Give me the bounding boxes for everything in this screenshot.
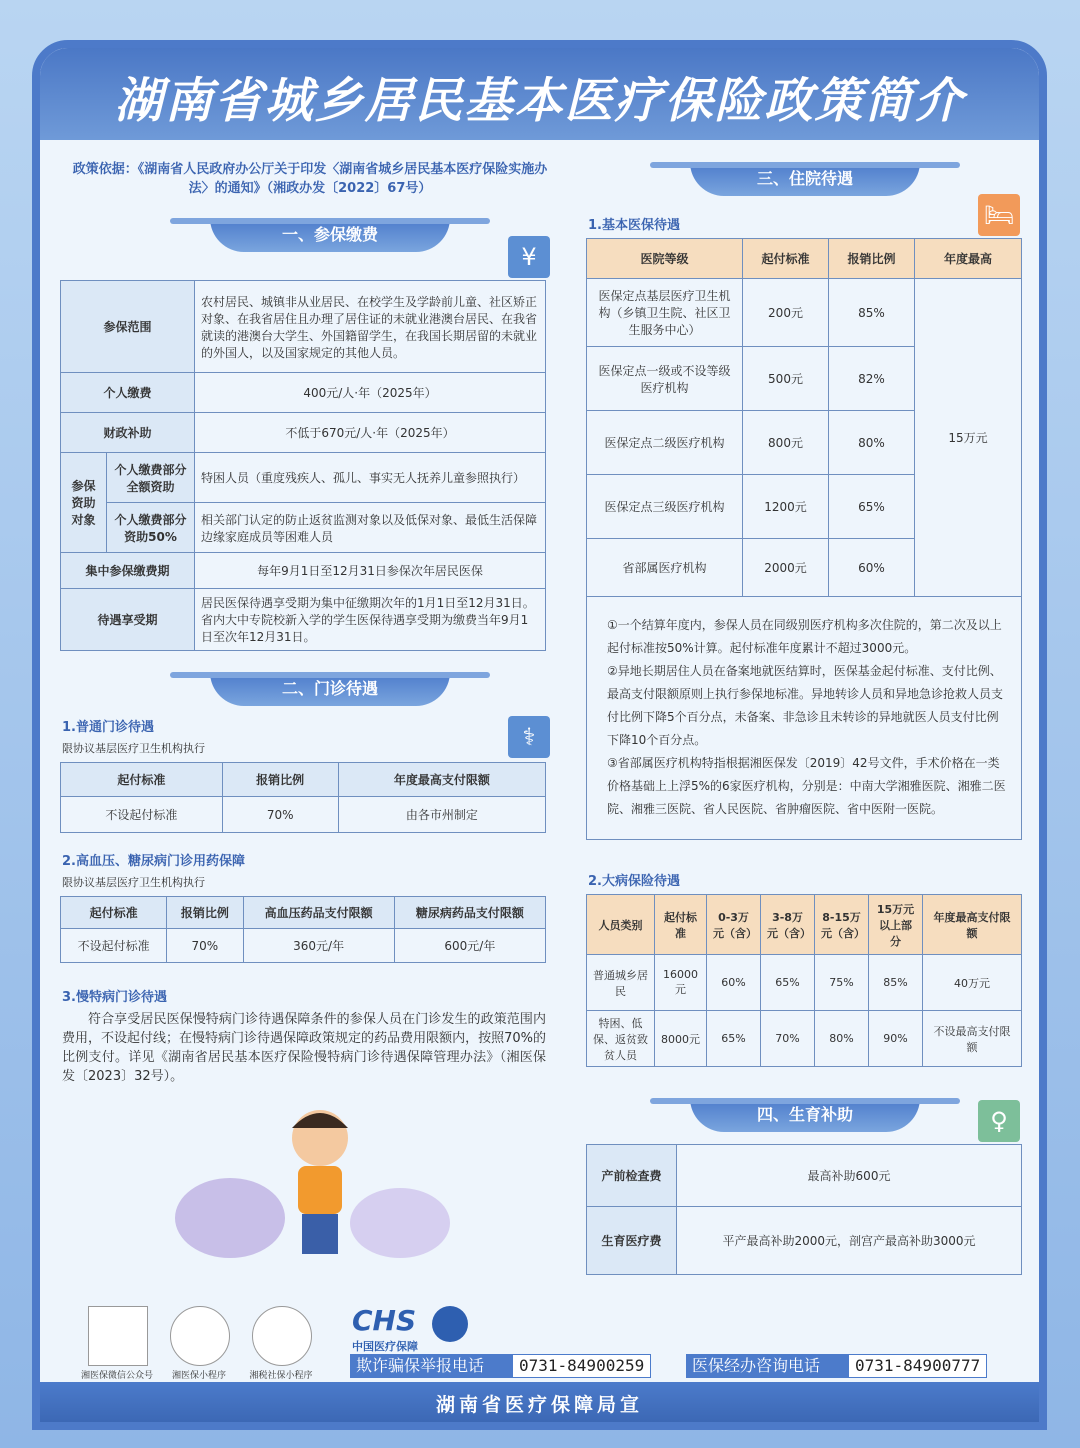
enrollment-table bbox=[60, 280, 546, 651]
t3-header: 起付标准 bbox=[743, 239, 829, 279]
maternity-label: 产前检查费 bbox=[587, 1145, 677, 1207]
t4-cell: 85% bbox=[869, 955, 923, 1011]
character-hair bbox=[292, 1113, 348, 1128]
t3-cell: 85% bbox=[829, 279, 915, 347]
t3-cell: 80% bbox=[829, 411, 915, 475]
qr-code[interactable] bbox=[88, 1306, 148, 1366]
title-bar bbox=[40, 48, 1039, 140]
footer-bar bbox=[40, 1382, 1039, 1422]
t3-cell: 60% bbox=[829, 539, 915, 597]
t3-cell: 65% bbox=[829, 475, 915, 539]
t4-header: 3-8万元（含） bbox=[761, 895, 815, 955]
maternity-table bbox=[586, 1144, 1022, 1275]
outpatient-chronic-note: 限协议基层医疗卫生机构执行 bbox=[62, 876, 205, 889]
subsidy-label: 财政补助 bbox=[61, 413, 195, 453]
t1-header: 报销比例 bbox=[222, 763, 338, 797]
t4-cell: 70% bbox=[761, 1011, 815, 1067]
t4-cell: 75% bbox=[815, 955, 869, 1011]
plant-leaf bbox=[175, 1178, 285, 1258]
footer-text: 湖南省医疗保障局宣 bbox=[435, 1394, 643, 1416]
fraud-hotline-label: 欺诈骗保举报电话 bbox=[350, 1354, 512, 1378]
t2-header: 起付标准 bbox=[61, 897, 167, 929]
section-title-maternity: 四、生育补助 bbox=[690, 1098, 920, 1132]
t3-header: 年度最高 bbox=[915, 239, 1022, 279]
t1-header: 起付标准 bbox=[61, 763, 223, 797]
inpatient-basic-heading: 1.基本医保待遇 bbox=[588, 218, 680, 233]
section-title-outpatient: 二、门诊待遇 bbox=[210, 672, 450, 706]
t4-cell: 不设最高支付限额 bbox=[923, 1011, 1022, 1067]
full-subsidy-value: 特困人员（重度残疾人、孤儿、事实无人抚养儿童参照执行） bbox=[195, 453, 546, 503]
t4-cell: 60% bbox=[707, 955, 761, 1011]
t4-header: 人员类别 bbox=[587, 895, 655, 955]
qr-label: 湘税社保小程序 bbox=[249, 1371, 313, 1381]
outpatient-general-table bbox=[60, 762, 546, 833]
t3-header: 报销比例 bbox=[829, 239, 915, 279]
t2-header: 糖尿病药品支付限额 bbox=[394, 897, 545, 929]
t1-header: 年度最高支付限额 bbox=[338, 763, 545, 797]
t4-header: 8-15万元（含） bbox=[815, 895, 869, 955]
t3-cell: 1200元 bbox=[743, 475, 829, 539]
personal-value: 400元/人·年（2025年） bbox=[195, 373, 546, 413]
remarks-box bbox=[586, 596, 1022, 840]
critical-illness-table bbox=[586, 894, 1022, 1067]
inpatient-basic-table bbox=[586, 238, 1022, 597]
half-subsidy-value: 相关部门认定的防止返贫监测对象以及低保对象、最低生活保障边缘家庭成员等困难人员 bbox=[195, 503, 546, 553]
outpatient-chronic-table bbox=[60, 896, 546, 963]
t3-max: 15万元 bbox=[915, 279, 1022, 597]
section-title-inpatient: 三、住院待遇 bbox=[690, 162, 920, 196]
outpatient-chronic-heading: 2.高血压、糖尿病门诊用药保障 bbox=[62, 854, 245, 869]
t4-cell: 8000元 bbox=[655, 1011, 707, 1067]
t3-cell: 医保定点三级医疗机构 bbox=[587, 475, 743, 539]
t4-cell: 普通城乡居民 bbox=[587, 955, 655, 1011]
t2-cell: 不设起付标准 bbox=[61, 929, 167, 963]
t4-header: 0-3万元（含） bbox=[707, 895, 761, 955]
remark-1: ①一个结算年度内，参保人员在同级别医疗机构多次住院的，第二次及以上起付标准按50%计算。起付标准年度累计不超过3000元。 bbox=[607, 618, 1002, 655]
t1-cell: 不设起付标准 bbox=[61, 797, 223, 833]
outpatient-general-heading: 1.普通门诊待遇 bbox=[62, 720, 154, 735]
t2-cell: 360元/年 bbox=[243, 929, 394, 963]
t4-cell: 65% bbox=[707, 1011, 761, 1067]
half-subsidy-label: 个人缴费部分资助50% bbox=[107, 503, 195, 553]
t3-cell: 800元 bbox=[743, 411, 829, 475]
pregnant-icon: ♀ bbox=[978, 1100, 1020, 1142]
t4-cell: 65% bbox=[761, 955, 815, 1011]
cartoon-illustration bbox=[150, 1098, 470, 1268]
maternity-value: 最高补助600元 bbox=[677, 1145, 1022, 1207]
subsidy-value: 不低于670元/人·年（2025年） bbox=[195, 413, 546, 453]
section-title-enrollment: 一、参保缴费 bbox=[210, 218, 450, 252]
maternity-value: 平产最高补助2000元，剖宫产最高补助3000元 bbox=[677, 1207, 1022, 1275]
t1-cell: 由各市州制定 bbox=[338, 797, 545, 833]
t3-cell: 医保定点一级或不设等级医疗机构 bbox=[587, 347, 743, 411]
scope-label: 参保范围 bbox=[61, 281, 195, 373]
plant-leaf bbox=[350, 1188, 450, 1258]
poster-frame bbox=[32, 40, 1047, 1430]
maternity-label: 生育医疗费 bbox=[587, 1207, 677, 1275]
outpatient-general-note: 限协议基层医疗卫生机构执行 bbox=[62, 742, 205, 755]
t2-header: 高血压药品支付限额 bbox=[243, 897, 394, 929]
period-value: 每年9月1日至12月31日参保次年居民医保 bbox=[195, 553, 546, 589]
t4-cell: 90% bbox=[869, 1011, 923, 1067]
qr-code[interactable] bbox=[252, 1306, 312, 1366]
consult-hotline-number[interactable]: 0731-84900777 bbox=[848, 1354, 987, 1378]
qr-label: 湘医保小程序 bbox=[171, 1371, 226, 1381]
t2-cell: 600元/年 bbox=[394, 929, 545, 963]
t4-header: 15万元以上部分 bbox=[869, 895, 923, 955]
t3-cell: 2000元 bbox=[743, 539, 829, 597]
outpatient-special-text: 符合享受居民医保慢特病门诊待遇保障条件的参保人员在门诊发生的政策范围内费用，不设起付线；在慢特病门诊待遇保障政策规定的药品费用限额内，按照70%的比例支付。详见《湖南省居民基本医疗保险慢特病门诊待遇保障管理办法》（湘医保发〔2023〕32号）。 bbox=[62, 1012, 546, 1084]
t3-cell: 医保定点二级医疗机构 bbox=[587, 411, 743, 475]
scope-value: 农村居民、城镇非从业居民、在校学生及学龄前儿童、社区矫正对象、在我省居住且办理了居住证的未就业港澳台居民、在我省就读的港澳台大学生、外国籍留学生，在我国长期居留的未就业的外国人，以及国家规定的其他人员。 bbox=[195, 281, 546, 373]
personal-label: 个人缴费 bbox=[61, 373, 195, 413]
t3-cell: 82% bbox=[829, 347, 915, 411]
chs-logo: CHS bbox=[352, 1304, 417, 1337]
consult-hotline-label: 医保经办咨询电话 bbox=[686, 1354, 848, 1378]
policy-basis: 政策依据：《湖南省人民政府办公厅关于印发〈湖南省城乡居民基本医疗保险实施办法〉的通知》（湘政办发〔2022〕67号） bbox=[72, 162, 548, 196]
t4-cell: 16000元 bbox=[655, 955, 707, 1011]
remark-3: ③省部属医疗机构特指根据湘医保发〔2019〕42号文件，手术价格在一类价格基础上上浮5%的6家医疗机构，分别是：中南大学湘雅医院、湘雅二医院、湘雅三医院、省人民医院、省肿瘤医院、省中医附一医院。 bbox=[607, 756, 1006, 816]
t3-cell: 省部属医疗机构 bbox=[587, 539, 743, 597]
full-subsidy-label: 个人缴费部分全额资助 bbox=[107, 453, 195, 503]
t3-cell: 500元 bbox=[743, 347, 829, 411]
t4-cell: 80% bbox=[815, 1011, 869, 1067]
t3-cell: 200元 bbox=[743, 279, 829, 347]
remark-2: ②异地长期居住人员在备案地就医结算时，医保基金起付标准、支付比例、最高支付限额原则上执行参保地标准。异地转诊人员和异地急诊抢救人员支付比例下降5个百分点，未备案、非急诊且未转诊的异地就医人员支付比例下降10个百分点。 bbox=[607, 664, 1004, 747]
fraud-hotline-number[interactable]: 0731-84900259 bbox=[512, 1354, 651, 1378]
yuan-coin-icon: ¥ bbox=[508, 236, 550, 278]
benefit-value: 居民医保待遇享受期为集中征缴期次年的1月1日至12月31日。省内大中专院校新入学的学生医保待遇享受期为缴费当年9月1日至次年12月31日。 bbox=[195, 589, 546, 651]
t4-cell: 特困、低保、返贫致贫人员 bbox=[587, 1011, 655, 1067]
t2-cell: 70% bbox=[167, 929, 243, 963]
seal-icon bbox=[432, 1306, 468, 1342]
t4-cell: 40万元 bbox=[923, 955, 1022, 1011]
target-label: 参保资助对象 bbox=[61, 453, 107, 553]
t1-cell: 70% bbox=[222, 797, 338, 833]
main-title: 湖南省城乡居民基本医疗保险政策简介 bbox=[114, 73, 965, 129]
inpatient-critical-heading: 2.大病保险待遇 bbox=[588, 874, 680, 889]
doctor-icon: ⚕ bbox=[508, 716, 550, 758]
t3-header: 医院等级 bbox=[587, 239, 743, 279]
period-label: 集中参保缴费期 bbox=[61, 553, 195, 589]
outpatient-special-heading: 3.慢特病门诊待遇 bbox=[62, 990, 167, 1005]
character-pants bbox=[302, 1214, 338, 1254]
chs-logo-subtitle: 中国医疗保障 bbox=[352, 1340, 418, 1353]
t2-header: 报销比例 bbox=[167, 897, 243, 929]
t3-cell: 医保定点基层医疗卫生机构（乡镇卫生院、社区卫生服务中心） bbox=[587, 279, 743, 347]
qr-label: 湘医保微信公众号 bbox=[80, 1371, 153, 1381]
character-shirt bbox=[298, 1166, 342, 1214]
hospital-bed-icon: 🛏 bbox=[978, 194, 1020, 236]
t4-header: 起付标准 bbox=[655, 895, 707, 955]
t4-header: 年度最高支付限额 bbox=[923, 895, 1022, 955]
benefit-label: 待遇享受期 bbox=[61, 589, 195, 651]
qr-code[interactable] bbox=[170, 1306, 230, 1366]
